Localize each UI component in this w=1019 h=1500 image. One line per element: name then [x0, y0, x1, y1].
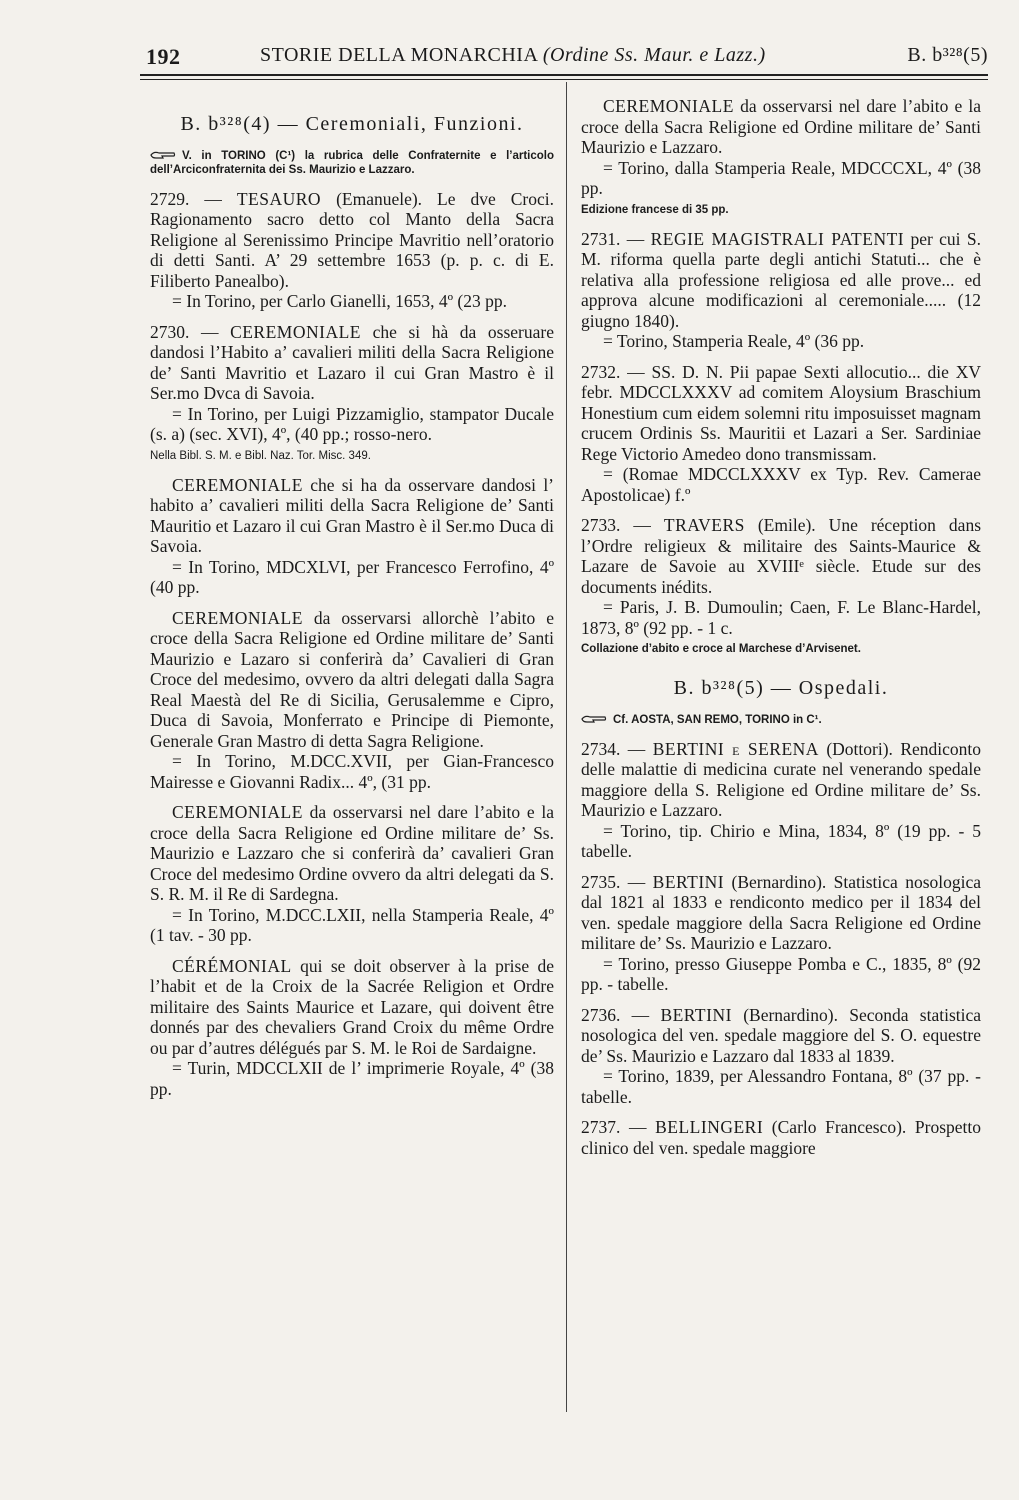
entry-ceremoniale-1717 [150, 608, 554, 793]
entry-number: 2734. [581, 738, 621, 759]
entry-imprint: = In Torino, MDCXLVI, per Francesco Ferrofino, 4º (40 pp. [150, 556, 554, 597]
entry-number: 2735. [581, 871, 621, 892]
entry-body: 2733. — TRAVERS (Emile). Une réception dans l’Ordre religieux & militaire des Saints-Maurice & Lazare de Savoie au XVIIIᵉ siècle. Etude sur des documents inédits. [581, 515, 982, 597]
entry-text: (Emile). Une réception dans l’Ordre religieux & militaire des Saints-Maurice & Lazare de Savoie au XVIIIᵉ siècle. Etude sur des documents inédits. [581, 515, 982, 597]
header-rule [140, 74, 988, 76]
entry-note: Collazione d’abito e croce al Marchese d’Arvisenet. [581, 643, 861, 655]
entry-text: da osservarsi nel dare l’abito e la croce della Sacra Religione ed Ordine militare de’ Santi Maurizio e Lazzaro. [581, 96, 982, 157]
header-rule-thin [140, 79, 988, 80]
entry-body [150, 608, 554, 752]
entry-number: 2733. [581, 515, 621, 535]
entry-2732 [581, 362, 981, 506]
entry-imprint: = Torino, tip. Chirio e Mina, 1834, 8º (19 pp. - 5 tabelle. [581, 820, 981, 861]
entry-text: (Carlo Francesco). Prospetto clinico del ven. spedale maggiore [581, 1117, 982, 1158]
entry-imprint: = In Torino, M.DCC.LXII, nella Stamperia Reale, 4º (1 tav. - 30 pp. [150, 904, 554, 945]
entry-body [150, 956, 554, 1059]
entry-2736 [581, 1005, 981, 1108]
entry-author: CEREMONIALE [172, 607, 303, 628]
entry-number: 2737. [581, 1117, 621, 1137]
entry-text: da osservarsi nel dare l’abito e la croce della Sacra Religione ed Ordine militare de’ Ss. Maurizio e Lazzaro che si conferirà da’ cavalieri Gran Croce del medesimo Ordine ovvero da altri delegati da S. S. R. M. il Re di Sardegna. [150, 802, 554, 904]
section-signature: B. b³²⁸(5) [907, 44, 988, 66]
entry-body: 2729. — TESAURO (Emanuele). Le dve Croci. Ragionamento sacro detto col Manto della Sacra Religione al Serenissimo Principe Mavritio nell’oratorio di detti Santi. A’ 29 settembre 1653 (p. p. c. di E. Filiberto Panealbo). [150, 188, 555, 291]
entry-body: 2732. — SS. D. N. Pii papae Sexti allocutio... die XV febr. MDCCLXXXV ad comitem Aloysium Braschium Honestium cum eidem solemni ritu imposuisset magnam crucem Ordinis Ss. Mauritii et Lazari a Ser. Sardiniae Rege Victorio Amedeo dono transmissam. [581, 361, 982, 464]
entry-text: Pii papae Sexti allocutio... die XV febr. MDCCLXXXV ad comitem Aloysium Braschium Honestium cum eidem solemni ritu imposuisset magnam crucem Ordinis Ss. Mauritii et Lazari a Ser. Sardiniae Rege Victorio Amedeo dono transmissam. [581, 361, 982, 464]
entry-author: TESAURO [236, 188, 322, 209]
column-separator [566, 82, 567, 1412]
entry-2729 [150, 189, 554, 312]
entry-imprint: = Paris, J. B. Dumoulin; Caen, F. Le Blanc-Hardel, 1873, 8º (92 pp. - 1 c. [581, 597, 981, 638]
title-text: STORIE DELLA MONARCHIA [260, 44, 538, 66]
entry-text: per cui S. M. riforma quella parte degli antichi Statuti... che è relativa alla professione religiosa ed alle prove... ed approva alcune modificazioni al ceremoniale..... (12 giugno 1840). [581, 228, 982, 331]
entry-author: CÉRÉMONIAL [172, 955, 292, 976]
entry-imprint: = (Romae MDCCLXXXV ex Typ. Rev. Camerae Apostolicae) f.º [581, 464, 981, 505]
cross-reference-note [581, 713, 981, 727]
page-number: 192 [146, 44, 181, 69]
entry-imprint: = In Torino, per Luigi Pizzamiglio, stampator Ducale (s. a) (sec. XVI), 4º, (40 pp.; rosso-nero. [150, 403, 554, 444]
entry-2730 [150, 322, 554, 463]
entry-text: da osservarsi allorchè l’abito e croce della Sacra Religione ed Ordine militare de’ Santi Maurizio e Lazaro si conferirà da’ Cavalieri di Gran Croce del medesimo, ovvero da altri delegati dalla Sagra Real Maestà del Re di Sicilia, Gerusalemme e Cipro, Duca di Savoia, Monferrato e Principe di Piemonte, Generale Gran Mastro di detta Sagra Religione. [150, 607, 555, 751]
entry-author: BERTINI e SERENA [652, 738, 819, 759]
entry-body: 2734. — BERTINI e SERENA (Dottori). Rendiconto delle malattie di medicina curate nel venerando spedale maggiore della S. Religione ed Ordine militare de’ Ss. Maurizio e Lazzaro. [581, 738, 982, 820]
entry-imprint: = Torino, Stamperia Reale, 4º (36 pp. [603, 331, 865, 351]
entry-note: Nella Bibl. S. M. e Bibl. Naz. Tor. Misc. 349. [150, 449, 371, 462]
entry-text: qui se doit observer à la prise de l’habit et de la Croix de la Sacrée Religion et Ordre militaire des Saints Maurice et Lazare, qui doivent être donnés par des chevaliers Grand Croix du même Ordre ou par d’autres délégués par S. M. le Roi de Sardaigne. [150, 955, 554, 1058]
entry-author: CEREMONIALE [603, 96, 734, 116]
entry-body: 2731. — REGIE MAGISTRALI PATENTI per cui S. M. riforma quella parte degli antichi Statuti... che è relativa alla professione religiosa ed alle prove... ed approva alcune modificazioni al ceremoniale..... (12 giugno 1840). [581, 228, 982, 331]
note-text: Cf. AOSTA, SAN REMO, TORINO in C¹. [613, 713, 822, 726]
entry-author: BELLINGERI [655, 1117, 764, 1137]
entry-2733 [581, 515, 981, 656]
entry-text: (Bernardino). Seconda statistica nosologica del ven. spedale maggiore del S. O. equestre de’ Ss. Maurizio e Lazzaro dal 1833 al 1839. [581, 1004, 982, 1066]
entry-imprint: = Torino, presso Giuseppe Pomba e C., 1835, 8º (92 pp. - tabelle. [581, 953, 981, 994]
entry-imprint: = Torino, 1839, per Alessandro Fontana, 8º (37 pp. - tabelle. [581, 1066, 981, 1107]
pointing-hand-icon [150, 150, 176, 160]
entry-ceremoniale-1840 [581, 96, 981, 217]
entry-ceremoniale-1646 [150, 475, 554, 598]
entry-text: (Dottori). Rendiconto delle malattie di medicina curate nel venerando spedale maggiore della S. Religione ed Ordine militare de’ Ss. Maurizio e Lazzaro. [581, 738, 982, 820]
entry-2735 [581, 872, 981, 995]
entry-imprint: = Torino, dalla Stamperia Reale, MDCCCXL, 4º (38 pp. [581, 157, 981, 198]
entry-number: 2736. [581, 1004, 621, 1025]
entry-body [150, 475, 554, 557]
entry-body [150, 802, 554, 905]
entry-author: BERTINI [660, 1004, 732, 1025]
entry-author: REGIE MAGISTRALI PATENTI [650, 228, 905, 249]
entry-author: TRAVERS [663, 515, 745, 535]
entry-2737 [581, 1117, 981, 1158]
entry-ceremonial-fr-1762 [150, 956, 554, 1100]
entry-imprint: = Turin, MDCCLXII de l’ imprimerie Royale, 4º (38 pp. [150, 1058, 554, 1099]
entry-number: 2732. [581, 361, 621, 382]
right-column [581, 96, 981, 1168]
entry-author: SS. D. N. [651, 361, 723, 382]
entry-imprint: = In Torino, M.DCC.XVII, per Gian-Francesco Mairesse e Giovanni Radix... 4º, (31 pp. [150, 751, 554, 792]
entry-author: BERTINI [652, 871, 725, 892]
left-column [150, 96, 554, 1109]
entry-number: 2731. [581, 228, 621, 249]
entry-imprint: = In Torino, per Carlo Gianelli, 1653, 4º (23 pp. [172, 291, 508, 311]
section-heading: B. b³²⁸(5) — Ospedali. [673, 677, 889, 699]
entry-2731 [581, 229, 981, 352]
entry-author: CEREMONIALE [172, 802, 303, 822]
entry-text: (Emanuele). Le dve Croci. Ragionamento sacro detto col Manto della Sacra Religione al Serenissimo Principe Mavritio nell’oratorio di detti Santi. A’ 29 settembre 1653 (p. p. c. di E. Filiberto Panealbo). [150, 188, 555, 291]
entry-2734 [581, 739, 981, 862]
entry-ceremoniale-1762 [150, 802, 554, 946]
entry-note: Edizione francese di 35 pp. [581, 203, 729, 216]
entry-number: 2730. [150, 321, 190, 342]
entry-body: 2736. — BERTINI (Bernardino). Seconda statistica nosologica del ven. spedale maggiore del S. O. equestre de’ Ss. Maurizio e Lazzaro dal 1833 al 1839. [581, 1004, 982, 1066]
entry-body: 2737. — BELLINGERI (Carlo Francesco). Prospetto clinico del ven. spedale maggiore [581, 1117, 982, 1158]
pointing-hand-icon [581, 714, 607, 724]
note-text: V. in TORINO (C¹) la rubrica delle Confraternite e l’articolo dell’Arciconfraternita dei Ss. Maurizio e Lazzaro. [150, 149, 554, 176]
entry-body [581, 96, 981, 158]
entry-number: 2729. [150, 188, 190, 209]
entry-author: CEREMONIALE [230, 321, 361, 342]
entry-author: CEREMONIALE [172, 474, 303, 495]
section-heading: B. b³²⁸(4) — Ceremoniali, Funzioni. [180, 113, 524, 135]
entry-body: 2735. — BERTINI (Bernardino). Statistica nosologica dal 1821 al 1833 e rendiconto medico per il 1834 del ven. spedale maggiore della Sacra Religione ed Ordine militare de’ Ss. Maurizio e Lazzaro. [581, 871, 982, 953]
running-title [260, 44, 766, 67]
running-header [140, 38, 990, 78]
entry-text: che si ha da osservare dandosi l’ habito a’ cavalieri militi della Sacra Religione de’ Santi Mauritio et Lazaro il cui Gran Mastro è il Ser.mo Duca di Savoia. [150, 474, 555, 556]
entry-text: che si hà da osseruare dandosi l’Habito a’ cavalieri militi della Sacra Religione de’ Santi Mavritio et Lazaro il cui Gran Mastro è il Ser.mo Dvca di Savoia. [150, 321, 554, 403]
entry-text: (Bernardino). Statistica nosologica dal 1821 al 1833 e rendiconto medico per il 1834 del ven. spedale maggiore della Sacra Religione ed Ordine militare de’ Ss. Maurizio e Lazzaro. [581, 871, 982, 953]
cross-reference-note [150, 149, 554, 177]
title-subtitle: (Ordine Ss. Maur. e Lazz.) [542, 44, 766, 66]
entry-body: 2730. — CEREMONIALE che si hà da osseruare dandosi l’Habito a’ cavalieri militi della Sacra Religione de’ Santi Mavritio et Lazaro il cui Gran Mastro è il Ser.mo Dvca di Savoia. [150, 321, 554, 403]
